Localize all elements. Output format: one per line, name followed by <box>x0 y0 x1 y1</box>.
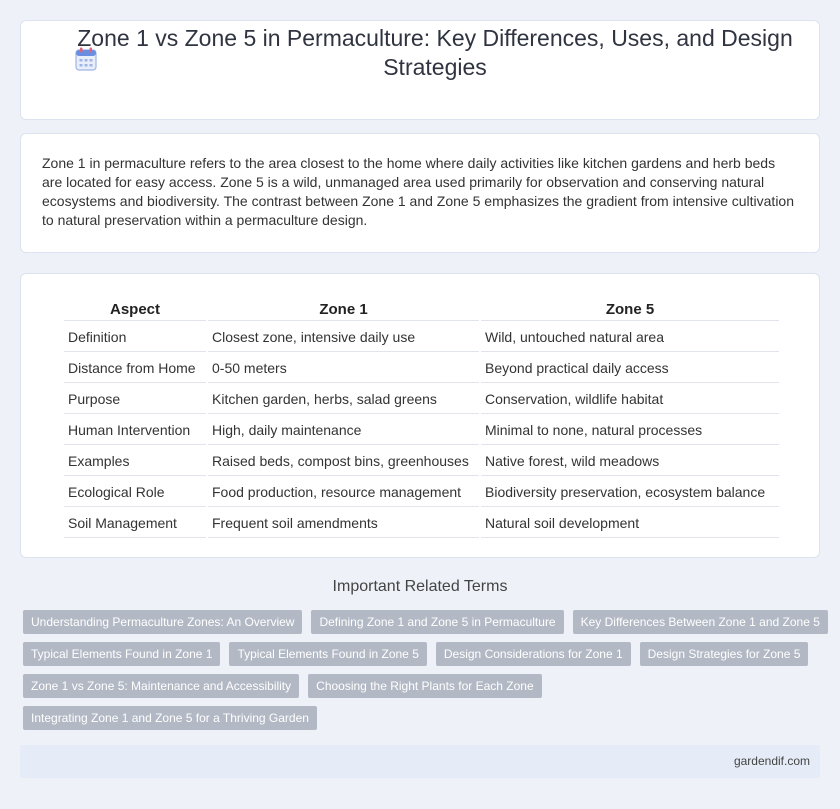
table-cell: Conservation, wildlife habitat <box>481 385 779 414</box>
table-cell: Distance from Home <box>64 354 206 383</box>
table-cell: Frequent soil amendments <box>208 509 479 538</box>
table-row <box>64 416 779 445</box>
table-cell: Ecological Role <box>64 478 206 507</box>
table-row <box>64 323 779 352</box>
table-cell: Definition <box>64 323 206 352</box>
comparison-table <box>62 296 781 540</box>
table-cell: Purpose <box>64 385 206 414</box>
table-cell: Kitchen garden, herbs, salad greens <box>208 385 479 414</box>
related-term-link[interactable]: Key Differences Between Zone 1 and Zone 5 <box>573 610 828 634</box>
tag-row <box>23 674 818 698</box>
table-cell: Natural soil development <box>481 509 779 538</box>
table-cell: Biodiversity preservation, ecosystem balance <box>481 478 779 507</box>
related-term-link[interactable]: Defining Zone 1 and Zone 5 in Permaculture <box>311 610 563 634</box>
tag-row <box>23 610 818 634</box>
column-header-zone5: Zone 5 <box>481 298 779 321</box>
table-cell: Minimal to none, natural processes <box>481 416 779 445</box>
table-cell: Wild, untouched natural area <box>481 323 779 352</box>
table-row <box>64 509 779 538</box>
footer <box>20 745 820 778</box>
table-header-row <box>64 298 779 321</box>
related-terms-list <box>23 610 818 738</box>
column-header-aspect: Aspect <box>64 298 206 321</box>
table-cell: High, daily maintenance <box>208 416 479 445</box>
related-term-link[interactable]: Typical Elements Found in Zone 1 <box>23 642 220 666</box>
tag-row <box>23 706 818 730</box>
column-header-zone1: Zone 1 <box>208 298 479 321</box>
related-term-link[interactable]: Understanding Permaculture Zones: An Overview <box>23 610 302 634</box>
related-term-link[interactable]: Zone 1 vs Zone 5: Maintenance and Accessibility <box>23 674 299 698</box>
related-term-link[interactable]: Design Strategies for Zone 5 <box>640 642 809 666</box>
related-term-link[interactable]: Choosing the Right Plants for Each Zone <box>308 674 541 698</box>
table-cell: Beyond practical daily access <box>481 354 779 383</box>
table-row <box>64 354 779 383</box>
intro-card <box>20 133 820 253</box>
related-terms-heading: Important Related Terms <box>332 578 508 595</box>
table-cell: Food production, resource management <box>208 478 479 507</box>
table-cell: Examples <box>64 447 206 476</box>
comparison-card <box>20 273 820 558</box>
table-row <box>64 447 779 476</box>
page-title: Zone 1 vs Zone 5 in Permaculture: Key Differences, Uses, and Design Strategies <box>77 25 793 80</box>
table-row <box>64 478 779 507</box>
table-cell: Human Intervention <box>64 416 206 445</box>
table-cell: Soil Management <box>64 509 206 538</box>
related-term-link[interactable]: Integrating Zone 1 and Zone 5 for a Thriving Garden <box>23 706 317 730</box>
related-term-link[interactable]: Typical Elements Found in Zone 5 <box>229 642 426 666</box>
table-cell: Closest zone, intensive daily use <box>208 323 479 352</box>
table-cell: 0-50 meters <box>208 354 479 383</box>
title-wrap <box>70 24 800 82</box>
table-cell: Native forest, wild meadows <box>481 447 779 476</box>
table-row <box>64 385 779 414</box>
related-term-link[interactable]: Design Considerations for Zone 1 <box>436 642 631 666</box>
intro-paragraph: Zone 1 in permaculture refers to the area closest to the home where daily activities like kitchen gardens and herb beds are located for easy access. Zone 5 is a wild, unmanaged area used primarily for observation and conserving natural ecosystems and biodiversity. The contrast between Zone 1 and Zone 5 emphasizes the gradient from intensive cultivation to natural preservation within a permaculture design. <box>42 155 795 228</box>
tag-row <box>23 642 818 666</box>
table-cell: Raised beds, compost bins, greenhouses <box>208 447 479 476</box>
site-name[interactable]: gardendif.com <box>733 754 810 768</box>
